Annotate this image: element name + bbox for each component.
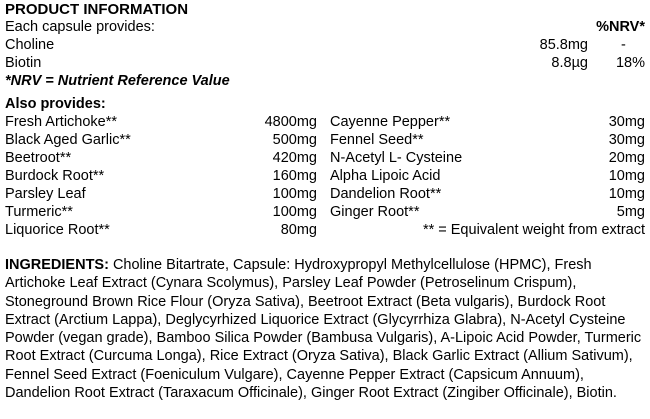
provides-item-name: Dandelion Root** [330,186,442,202]
provides-item-name: Alpha Lipoic Acid [330,168,441,184]
provides-item-name: Fennel Seed** [330,132,424,148]
nrv-note: *NRV = Nutrient Reference Value [5,73,230,89]
provides-item-amount: 30mg [608,132,645,148]
nutrient-amount: 85.8mg [539,37,588,53]
provides-item-name: Parsley Leaf [5,186,86,202]
provides-item-name: Turmeric** [5,204,73,220]
provides-item-amount: 20mg [608,150,645,166]
provides-item-name: Liquorice Root** [5,222,110,238]
ingredients-label: INGREDIENTS: [5,257,109,273]
nutrient-nrv: - [621,37,626,53]
provides-item-amount: 100mg [272,204,317,220]
nrv-header: %NRV* [596,19,645,35]
provides-item-name: N-Acetyl L- Cysteine [330,150,463,166]
provides-item-amount: 10mg [608,168,645,184]
provides-item-amount: 420mg [272,150,317,166]
capsule-label: Each capsule provides: [5,19,155,35]
also-provides-label: Also provides: [5,96,106,112]
provides-item-amount: 100mg [272,186,317,202]
ingredients-paragraph [5,256,647,402]
provides-item-amount: 4800mg [264,114,317,130]
nutrient-nrv: 18% [615,55,645,71]
nutrient-name: Choline [5,37,55,53]
provides-item-amount: 500mg [272,132,317,148]
provides-item-amount: 160mg [272,168,317,184]
provides-item-amount: 30mg [608,114,645,130]
provides-item-name: Cayenne Pepper** [330,114,451,130]
provides-item-name: Beetroot** [5,150,72,166]
provides-item-name: Ginger Root** [330,204,420,220]
provides-item-name: Fresh Artichoke** [5,114,118,130]
provides-item-amount: 5mg [616,204,645,220]
provides-item-amount: 10mg [608,186,645,202]
nutrient-amount: 8.8µg [551,55,588,71]
provides-item-name: Black Aged Garlic** [5,132,131,148]
extract-note: ** = Equivalent weight from extract [422,222,645,238]
provides-item-amount: 80mg [280,222,317,238]
ingredients-text: Choline Bitartrate, Capsule: Hydroxypropyl Methylcellulose (HPMC), Fresh Artichoke Leaf Extract (Cynara Scolymus), Parsley Leaf Powder (Petroselinum Crispum), Stoneground Brown Rice Flour (Oryza Sativa), Beetroot Extract (Beta vulgaris), Burdock Root Extract (Arctium Lappa), Deglycyrhized Liquorice Extract (Glycyrrhiza Glabra), N-Acetyl Cysteine Powder (vegan grade), Bamboo Silica Powder (Bambusa Vulgaris), A-Lipoic Acid Powder, Turmeric Root Extract (Curcuma Longa), Rice Extract (Oryza Sativa), Black Garlic Extract (Allium Sativum), Fennel Seed Extract (Foeniculum Vulgare), Cayenne Pepper Extract (Capsicum Annuum), Dandelion Root Extract (Taraxacum Officinale), Ginger Root Extract (Zingiber Officinale), Biotin. [5,257,642,402]
provides-item-name: Burdock Root** [5,168,105,184]
section-title: PRODUCT INFORMATION [5,1,189,18]
nutrient-name: Biotin [5,55,42,71]
